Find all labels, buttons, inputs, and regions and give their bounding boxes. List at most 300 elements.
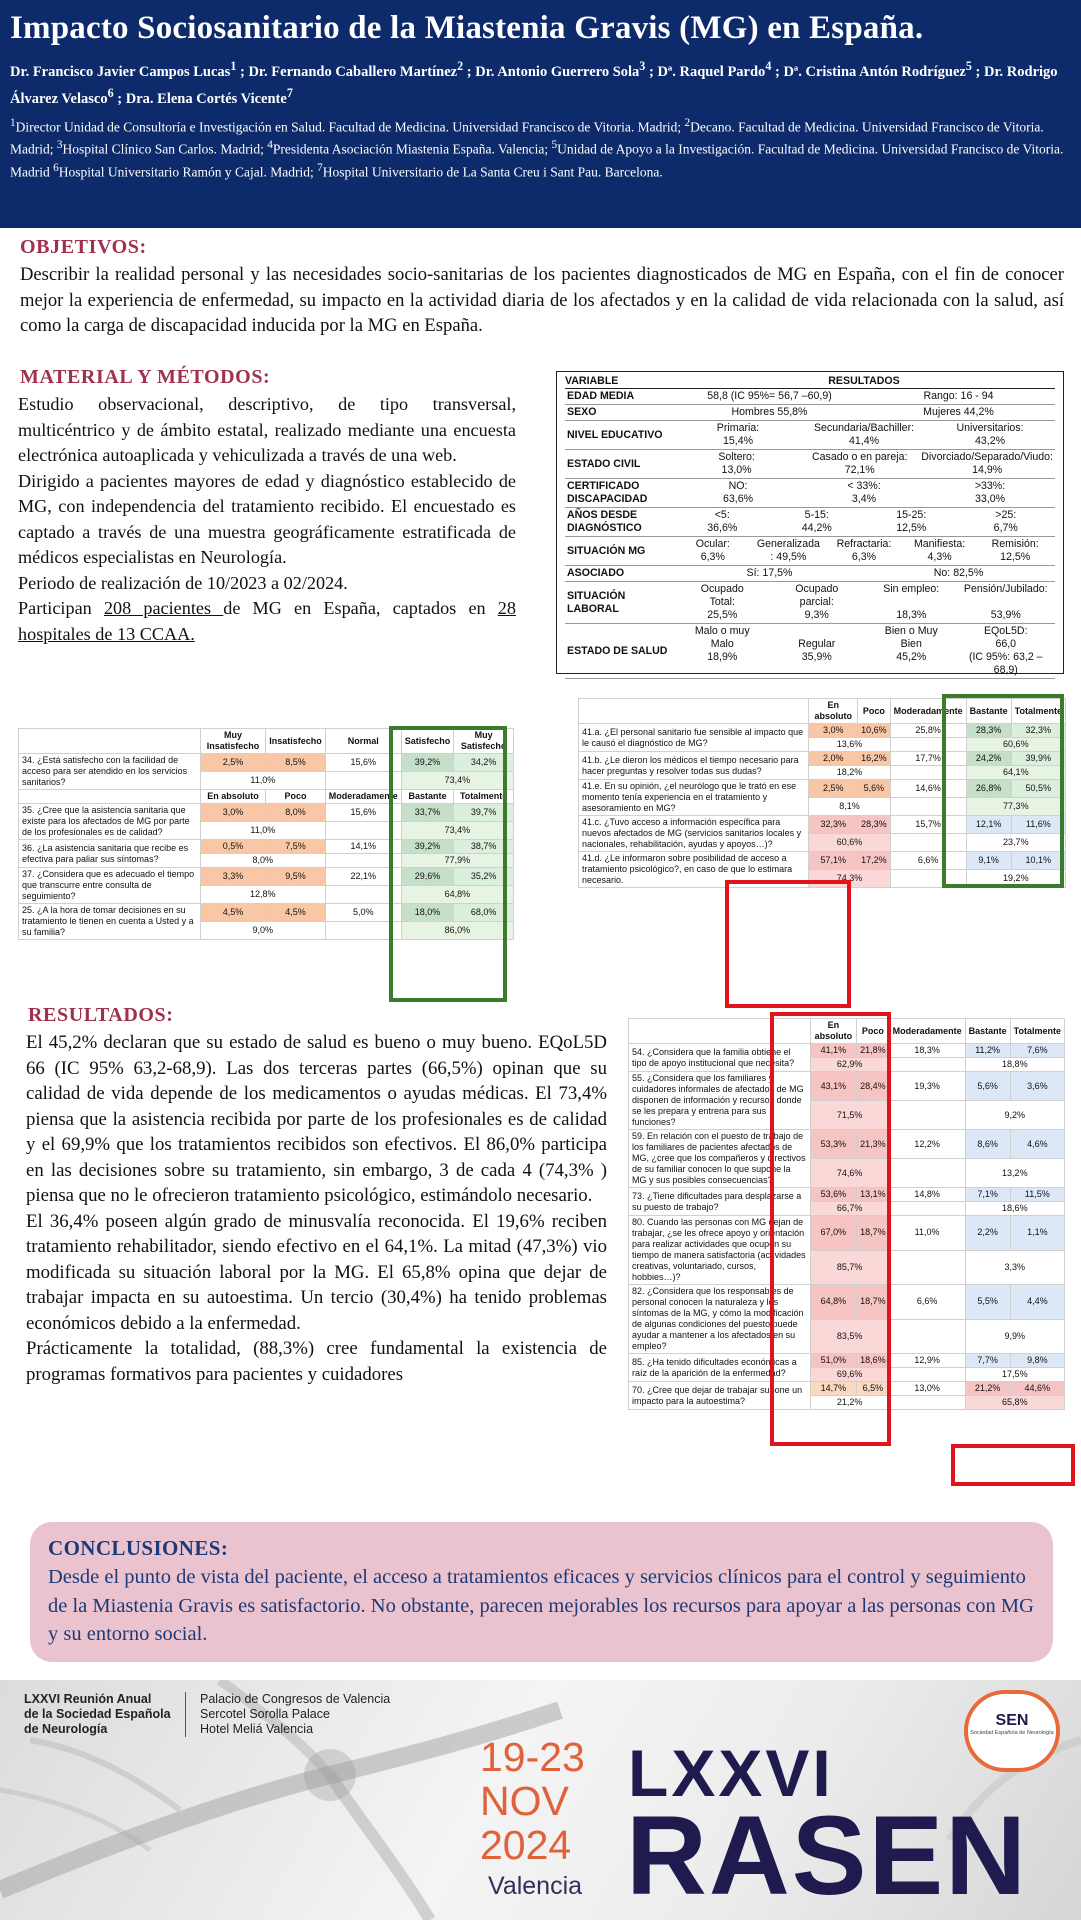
- variable-row: [565, 450, 1055, 479]
- conclusiones-text: Desde el punto de vista del paciente, el acceso a tratamientos eficaces y servicios clínicos para el control y seguimiento de la Miastenia Gravis es satisfactorio. No obstante, parecen mejorables los recursos para apoyar a las personas con MG y su entorno social.: [48, 1566, 1034, 1645]
- value-cell: 32,3%: [809, 816, 858, 834]
- author-name: Dr. Rodrigo Álvarez Velasco: [10, 63, 1058, 107]
- variable-cell: Rango: 16 - 94: [923, 390, 994, 402]
- value-cell: 28,3%: [966, 724, 1011, 738]
- value-cell: 12,9%: [889, 1354, 965, 1368]
- variable-row: [565, 508, 1055, 537]
- value-cell: 8,0%: [266, 804, 326, 822]
- table-header-cell: Satisfecho: [401, 729, 454, 754]
- resultados-p3: Prácticamente la totalidad, (88,3%) cree fundamental la existencia de programas formativos para pacientes y cuidadores: [26, 1338, 607, 1385]
- conclusiones-box: [30, 1522, 1053, 1662]
- table-header-empty: [579, 699, 809, 724]
- table-header-cell: Moderadamente: [890, 699, 966, 724]
- event-line: de la Sociedad Española: [24, 1707, 171, 1721]
- value-cell: 2,2%: [965, 1216, 1010, 1251]
- subtotal-low: 62,9%: [810, 1058, 889, 1072]
- affiliation-text: Director Unidad de Consultoría e Investigación en Salud. Facultad de Medicina. Universidad Francisco de Vitoria. Madrid;: [15, 119, 685, 135]
- value-cell: 19,3%: [889, 1072, 965, 1101]
- author-name: Dra. Elena Cortés Vicente: [125, 90, 287, 107]
- conclusiones-heading: CONCLUSIONES:: [48, 1536, 229, 1560]
- subtotal-low: 8,1%: [809, 798, 890, 816]
- resultados-p1: El 45,2% declaran que su estado de salud es bueno o muy bueno. EQoL5D 66 (IC 95% 63,2-68,9). Las dos terceras partes (66,5%) opinan que su calidad de vida depende de los medicamentos o ayudas médicas. El 73,4% piensa que la asistencia recibida por parte de los profesionales es de calidad y el 69,9% que los tratamientos recibidos son efectivos. El 86,0% participa en las decisiones sobre su tratamiento, sin embargo, 3 de cada 4 (74,3% ) piensa que no le ofrecieron tratamiento psicológico, estimándolo necesario.: [26, 1032, 607, 1206]
- affiliation-sup: 3: [56, 139, 63, 152]
- subtotal-low: 60,6%: [809, 834, 890, 852]
- value-cell: 44,6%: [1010, 1382, 1064, 1396]
- value-cell: 12,1%: [966, 816, 1011, 834]
- variable-cell: Ocular: 6,3%: [695, 538, 730, 563]
- variable-label: ESTADO DE SALUD: [565, 624, 673, 679]
- variable-label: EDAD MEDIA: [565, 389, 673, 405]
- variable-cells: [675, 451, 1053, 477]
- variable-label: ASOCIADO: [565, 566, 673, 582]
- variable-label: SEXO: [565, 405, 673, 421]
- value-cell: 6,5%: [857, 1382, 890, 1396]
- subtotal-high: 65,8%: [965, 1396, 1064, 1410]
- metodos-p3: Periodo de realización de 10/2023 a 02/2024.: [18, 572, 348, 593]
- event-line: de Neurología: [24, 1722, 108, 1736]
- author-sup: 5: [965, 59, 972, 73]
- value-cell: 9,8%: [1010, 1354, 1064, 1368]
- venue-line: Palacio de Congresos de Valencia: [200, 1692, 391, 1706]
- subtotal-low: 74,3%: [809, 870, 890, 888]
- variable-cell: Malo o muy Malo 18,9%: [694, 625, 750, 663]
- event-dates: [480, 1735, 585, 1867]
- author-sup: 2: [457, 59, 464, 73]
- question-cell: 41.c. ¿Tuvo acceso a información específica para nuevos afectados de MG (servicios sanitarios locales y nacionales, rehabilitación, ayudas y apoyos…)?: [579, 816, 809, 852]
- table-header-cell: Insatisfecho: [266, 729, 326, 754]
- author-sup: 7: [286, 85, 293, 100]
- event-line: LXXVI Reunión Anual: [24, 1692, 152, 1706]
- question-cell: 41.b. ¿Le dieron los médicos el tiempo necesario para hacer preguntas y resolver todas sus dudas?: [579, 752, 809, 780]
- value-cell: 22,1%: [325, 868, 401, 886]
- variable-cells: [675, 583, 1053, 622]
- metodos-p4-c: de MG en España, captados en: [223, 598, 498, 618]
- subtotal-low: 9,0%: [200, 922, 325, 940]
- variable-cells: [675, 480, 1053, 506]
- poster-title: Impacto Sociosanitario de la Miastenia Gravis (MG) en España.: [10, 10, 924, 46]
- metodos-p4-patients: 208 pacientes: [103, 598, 224, 618]
- value-cell: 29,6%: [401, 868, 454, 886]
- question-cell: 36. ¿La asistencia sanitaria que recibe es efectiva para paliar sus síntomas?: [19, 840, 201, 868]
- subtotal-high: 23,7%: [966, 834, 1065, 852]
- variable-cell: Pensión/Jubilado: 53,9%: [963, 583, 1048, 621]
- table-header-empty: [19, 790, 201, 804]
- value-cell: 7,6%: [1010, 1044, 1064, 1058]
- affiliation-sup: 7: [317, 161, 323, 174]
- green-highlight-box: [389, 726, 507, 1002]
- value-cell: 39,7%: [454, 804, 514, 822]
- question-cell: 82. ¿Considera que los responsables de personal conocen la naturaleza y los síntomas de la MG, y cómo la modificación de algunas condiciones del puesto puede ayudar a mantener a los afectados en su empleo?: [629, 1285, 811, 1354]
- question-cell: 80. Cuando las personas con MG dejan de trabajar, ¿se les ofrece apoyo y orientación para realizar actividades que ocupen su tiempo de manera satisfactoria (actividades creativas, voluntariado, cursos, hobbies…)?: [629, 1216, 811, 1285]
- value-cell: 68,0%: [454, 904, 514, 922]
- subtotal-high: 86,0%: [401, 922, 513, 940]
- question-cell: 34. ¿Está satisfecho con la facilidad de acceso para ser atendido en los servicios sanitarios?: [19, 754, 201, 790]
- table-header-cell: Moderadamente: [889, 1019, 965, 1044]
- objetivos-text: Describir la realidad personal y las necesidades socio-sanitarias de los pacientes diagnosticados de MG en España, con el fin de conocer mejor la experiencia de enfermedad, su impacto en la actividad diaria de los afectados y en la calidad de vida relacionada con la salud, así como la carga de discapacidad inducida por la MG en España.: [20, 264, 1064, 336]
- value-cell: 4,4%: [1010, 1285, 1064, 1320]
- affiliation-text: Hospital Universitario de La Santa Creu i Sant Pau. Barcelona.: [322, 164, 663, 180]
- date-range: 19-23: [480, 1734, 585, 1780]
- venue-line: Sercotel Sorolla Palace: [200, 1707, 330, 1721]
- variable-cell: Ocupado parcial: 9,3%: [795, 583, 839, 621]
- value-cell: 53,6%: [810, 1188, 856, 1202]
- subtotal-high: 77,3%: [966, 798, 1065, 816]
- venue-line: Hotel Meliá Valencia: [200, 1722, 314, 1736]
- subtotal-mid: [889, 1202, 965, 1216]
- event-name: [24, 1692, 171, 1737]
- value-cell: 32,3%: [1011, 724, 1065, 738]
- value-cell: 41,1%: [810, 1044, 856, 1058]
- subtotal-high: 18,8%: [965, 1058, 1064, 1072]
- value-cell: 10,1%: [1011, 852, 1065, 870]
- value-cell: 6,6%: [890, 852, 966, 870]
- value-cell: 6,6%: [889, 1285, 965, 1320]
- metodos-p2: Dirigido a pacientes mayores de edad y diagnóstico establecido de MG, con independencia del tratamiento recibido. El encuestado es captado a través de una muestra geográficamente estratificada de médicos especialistas en Neurología.: [18, 470, 516, 567]
- table-header-cell: Moderadamente: [325, 790, 401, 804]
- value-cell: 4,6%: [1010, 1130, 1064, 1159]
- variable-cells: [675, 538, 1053, 564]
- value-cell: 14,8%: [889, 1188, 965, 1202]
- subtotal-low: 11,0%: [200, 822, 325, 840]
- value-cell: 13,0%: [889, 1382, 965, 1396]
- author-sup: 4: [765, 59, 772, 73]
- table-header-cell: Bastante: [966, 699, 1011, 724]
- sen-logo: [964, 1690, 1060, 1772]
- variable-row: [565, 405, 1055, 421]
- subtotal-high: 19,2%: [966, 870, 1065, 888]
- subtotal-high: 73,4%: [401, 822, 513, 840]
- subtotal-low: 12,8%: [200, 886, 325, 904]
- value-cell: 24,2%: [966, 752, 1011, 766]
- variable-cell: Generalizada : 49,5%: [756, 538, 820, 563]
- author-sup: 6: [107, 85, 114, 100]
- value-cell: 18,3%: [889, 1044, 965, 1058]
- subtotal-high: 3,3%: [965, 1250, 1064, 1285]
- value-cell: 3,0%: [809, 724, 858, 738]
- variable-cell: Remisión: 12,5%: [991, 538, 1039, 563]
- value-cell: 28,4%: [857, 1072, 890, 1101]
- affiliation-text: Hospital Clínico San Carlos. Madrid;: [62, 141, 268, 157]
- subtotal-mid: [889, 1058, 965, 1072]
- author-name: Dr. Antonio Guerrero Sola: [475, 63, 640, 80]
- subtotal-low: 13,6%: [809, 738, 890, 752]
- affiliation-text: Unidad de Apoyo a la Investigación. Facultad de Medicina. Universidad Francisco de Vitoria. Madrid: [10, 141, 1064, 180]
- date-month: NOV: [480, 1778, 569, 1824]
- subtotal-high: 64,8%: [401, 886, 513, 904]
- author-name: Dr. Fernando Caballero Martínez: [248, 63, 458, 80]
- question-cell: 41.e. En su opinión, ¿el neurólogo que le trató en ese momento tenía experiencia en el tratamiento y asesoramiento en MG?: [579, 780, 809, 816]
- objetivos-heading: OBJETIVOS:: [20, 236, 147, 258]
- table-header-cell: En absoluto: [200, 790, 265, 804]
- variable-cell: NO: 63,6%: [722, 480, 754, 505]
- affiliation-sup: 2: [684, 116, 691, 129]
- variable-values: [673, 405, 1055, 421]
- author-sup: 3: [639, 59, 646, 73]
- edition-number: LXXVI: [628, 1736, 834, 1810]
- value-cell: 67,0%: [810, 1216, 856, 1251]
- value-cell: 28,3%: [858, 816, 891, 834]
- variable-label: SITUACIÓN LABORAL: [565, 582, 673, 624]
- variable-cell: Ocupado Total: 25,5%: [700, 583, 744, 621]
- metodos-text: [18, 392, 516, 647]
- event-acronym: RASEN: [626, 1793, 1029, 1918]
- value-cell: 15,6%: [325, 754, 401, 772]
- value-cell: 64,8%: [810, 1285, 856, 1320]
- variable-cell: EQoL5D: 66,0 (IC 95%: 63,2 –68,9): [968, 625, 1043, 676]
- value-cell: 3,3%: [200, 868, 265, 886]
- variables-header-variable: VARIABLE: [565, 375, 673, 389]
- authors-line: Dr. Francisco Javier Campos Lucas$^1$ ; Dr. Fernando Caballero Martínez$^2$ ; Dr. Antonio Guerrero Sola$^3$ ; Dª. Raquel Pardo$^4$ ; Dª. Cristina Antón Rodríguez$^5$ ; Dr. Rodrigo Álvarez Velasco$^6$ ; Dra. Elena Cortés Vicente$^7$: [10, 59, 1058, 107]
- value-cell: 4,5%: [266, 904, 326, 922]
- variable-values: [673, 537, 1055, 566]
- variable-cells: [675, 406, 1053, 419]
- variable-cell: Hombres 55,8%: [731, 406, 808, 418]
- table-header-cell: Bastante: [401, 790, 454, 804]
- value-cell: 13,1%: [857, 1188, 890, 1202]
- value-cell: 33,7%: [401, 804, 454, 822]
- value-cell: 4,5%: [200, 904, 265, 922]
- subtotal-low: 66,7%: [810, 1202, 889, 1216]
- question-cell: 41.d. ¿Le informaron sobre posibilidad de acceso a tratamiento psicológico?, en caso de que lo estimara necesario.: [579, 852, 809, 888]
- venue-list: [185, 1692, 390, 1737]
- metodos-p4-a: Participan: [18, 598, 104, 618]
- table-header-cell: Totalmente: [1010, 1019, 1064, 1044]
- value-cell: 5,6%: [965, 1072, 1010, 1101]
- variable-label: CERTIFICADO DISCAPACIDAD: [565, 479, 673, 508]
- subtotal-low: 8,0%: [200, 854, 325, 868]
- question-cell: 54. ¿Considera que la familia obtiene el tipo de apoyo institucional que necesita?: [629, 1044, 811, 1072]
- metodos-p1: Estudio observacional, descriptivo, de tipo transversal, multicéntrico y de ámbito estatal, realizado mediante una encuesta electrónica autoaplicada y vehiculizada a través de una web.: [18, 394, 516, 465]
- subtotal-mid: [889, 1368, 965, 1382]
- value-cell: 38,7%: [454, 840, 514, 854]
- question-cell: 41.a. ¿El personal sanitario fue sensible al impacto que le causó el diagnóstico de MG?: [579, 724, 809, 752]
- variable-cell: Sí: 17,5%: [746, 567, 793, 579]
- poster-header: [0, 0, 1081, 228]
- value-cell: 16,2%: [858, 752, 891, 766]
- value-cell: 57,1%: [809, 852, 858, 870]
- table-header-cell: En absoluto: [810, 1019, 856, 1044]
- variable-label: SITUACIÓN MG: [565, 537, 673, 566]
- subtotal-low: 71,5%: [810, 1101, 889, 1130]
- variable-cell: Secundaria/Bachiller: 41,4%: [813, 422, 915, 447]
- value-cell: 21,2%: [965, 1382, 1010, 1396]
- subtotal-low: 85,7%: [810, 1250, 889, 1285]
- table-header-cell: En absoluto: [809, 699, 858, 724]
- subtotal-low: 18,2%: [809, 766, 890, 780]
- subtotal-low: 74,6%: [810, 1159, 889, 1188]
- affiliation-sup: 5: [551, 139, 558, 152]
- subtotal-low: 83,5%: [810, 1319, 889, 1354]
- variable-cell: Regular 35,9%: [798, 638, 836, 663]
- question-cell: 25. ¿A la hora de tomar decisiones en su tratamiento le tienen en cuenta a Usted y a su familia?: [19, 904, 201, 940]
- variables-header-resultados: RESULTADOS: [673, 375, 1055, 389]
- resultados-text: [26, 1030, 607, 1387]
- variable-cell: 5-15: 44,2%: [801, 509, 832, 534]
- metodos-p4: [18, 596, 516, 647]
- red-highlight-box: [951, 1444, 1075, 1486]
- value-cell: 5,0%: [325, 904, 401, 922]
- value-cell: 17,7%: [890, 752, 966, 766]
- variable-cell: Soltero: 13,0%: [718, 451, 755, 476]
- value-cell: 5,6%: [858, 780, 891, 798]
- value-cell: 17,2%: [858, 852, 891, 870]
- variable-label: NIVEL EDUCATIVO: [565, 421, 673, 450]
- value-cell: 26,8%: [966, 780, 1011, 798]
- date-year: 2024: [480, 1822, 572, 1868]
- value-cell: 11,6%: [1011, 816, 1065, 834]
- red-highlight-box: [770, 1012, 891, 1446]
- green-highlight-box: [942, 694, 1064, 888]
- variable-cell: <5: 36,6%: [707, 509, 738, 534]
- value-cell: 15,6%: [325, 804, 401, 822]
- subtotal-high: 13,2%: [965, 1159, 1064, 1188]
- variable-cells: [675, 390, 1053, 403]
- value-cell: 15,7%: [890, 816, 966, 834]
- value-cell: 14,1%: [325, 840, 401, 854]
- question-cell: 35. ¿Cree que la asistencia sanitaria que existe para los afectados de MG por parte de los profesionales es de calidad?: [19, 804, 201, 840]
- value-cell: 7,1%: [965, 1188, 1010, 1202]
- variable-label: ESTADO CIVIL: [565, 450, 673, 479]
- affiliation-sup: 1: [10, 116, 16, 129]
- metodos-heading: MATERIAL Y MÉTODOS:: [20, 366, 271, 388]
- variable-values: [673, 450, 1055, 479]
- value-cell: 21,3%: [857, 1130, 890, 1159]
- question-cell: 59. En relación con el puesto de trabajo de los familiares de pacientes afectados de MG, ¿cree que los compañeros y directivos de su familiar conocen lo que supone la MG y sus posibles consecuencias?: [629, 1130, 811, 1188]
- affiliation-text: Presidenta Asociación Miastenia España. Valencia;: [272, 141, 552, 157]
- value-cell: 14,7%: [810, 1382, 856, 1396]
- variable-values: [673, 566, 1055, 582]
- value-cell: 34,2%: [454, 754, 514, 772]
- table-header-cell: Poco: [266, 790, 326, 804]
- resultados-p2: El 36,4% poseen algún grado de minusvalía reconocida. El 19,6% reciben tratamiento rehabilitador, siendo efectivo en el 64,1%. La mitad (47,3%) vio modificada su situación laboral por la MG. El 65,8% opina que dejar de trabajar impacta en su autoestima. Un tercio (30,4%) ha tenido problemas económicos debido a la enfermedad.: [26, 1210, 607, 1334]
- variable-cell: < 33%: 3,4%: [847, 480, 881, 505]
- variable-cell: Primaria: 15,4%: [716, 422, 760, 447]
- value-cell: 8,6%: [965, 1130, 1010, 1159]
- affiliation-text: Hospital Universitario Ramón y Cajal. Madrid;: [58, 164, 318, 180]
- value-cell: 0,5%: [200, 840, 265, 854]
- value-cell: 18,7%: [857, 1285, 890, 1320]
- table-header-cell: Poco: [857, 1019, 890, 1044]
- variable-row: [565, 389, 1055, 405]
- author-sup: 1: [230, 59, 237, 73]
- variable-cell: Casado o en pareja: 72,1%: [812, 451, 908, 476]
- variable-row: [565, 479, 1055, 508]
- subtotal-high: 9,2%: [965, 1101, 1064, 1130]
- value-cell: 7,7%: [965, 1354, 1010, 1368]
- variable-cells: [675, 509, 1053, 535]
- variables-table: [556, 371, 1064, 674]
- variable-cell: Sin empleo: 18,3%: [883, 583, 940, 621]
- variable-cell: 58,8 (IC 95%= 56,7 –60,9): [707, 390, 832, 402]
- subtotal-low: 69,6%: [810, 1368, 889, 1382]
- value-cell: 18,7%: [857, 1216, 890, 1251]
- subtotal-mid: [889, 1159, 965, 1188]
- variable-values: [673, 479, 1055, 508]
- subtotal-high: 9,9%: [965, 1319, 1064, 1354]
- variable-cell: Refractaria: 6,3%: [836, 538, 892, 563]
- value-cell: 5,5%: [965, 1285, 1010, 1320]
- subtotal-low: 21,2%: [810, 1396, 889, 1410]
- variable-cell: >25: 6,7%: [993, 509, 1018, 534]
- variable-cells: [675, 567, 1053, 580]
- value-cell: 39,9%: [1011, 752, 1065, 766]
- subtotal-high: 77,9%: [401, 854, 513, 868]
- value-cell: 18,0%: [401, 904, 454, 922]
- sen-logo-text: SEN: [995, 1712, 1029, 1729]
- table-header-empty: [19, 729, 201, 754]
- subtotal-mid: [889, 1319, 965, 1354]
- value-cell: 7,5%: [266, 840, 326, 854]
- value-cell: 18,6%: [857, 1354, 890, 1368]
- red-highlight-box: [725, 880, 851, 1008]
- affiliation-sup: 4: [267, 139, 273, 152]
- variable-cell: Bien o Muy Bien 45,2%: [884, 625, 938, 663]
- table-header-cell: Poco: [858, 699, 891, 724]
- variable-label: AÑOS DESDE DIAGNÓSTICO: [565, 508, 673, 537]
- variable-values: [673, 624, 1055, 679]
- value-cell: 25,8%: [890, 724, 966, 738]
- subtotal-mid: [889, 1396, 965, 1410]
- question-cell: 55. ¿Considera que los familiares y cuidadores informales de afectados de MG disponen de información y recursos donde se les prepara y entrena para sus funciones?: [629, 1072, 811, 1130]
- table-header-cell: Totalmente: [1011, 699, 1065, 724]
- value-cell: 39,2%: [401, 754, 454, 772]
- variable-cells: [675, 625, 1053, 677]
- variable-row: [565, 582, 1055, 624]
- variable-values: [673, 508, 1055, 537]
- metodos-p4-hospitals: 28 hospitales de 13 CCAA.: [18, 598, 516, 644]
- author-name: Dr. Francisco Javier Campos Lucas: [10, 63, 231, 80]
- value-cell: 39,2%: [401, 840, 454, 854]
- table-header-cell: Muy Insatisfecho: [200, 729, 265, 754]
- table-header-cell: Totalmente: [454, 790, 514, 804]
- question-cell: 73. ¿Tiene dificultades para desplazarse a su puesto de trabajo?: [629, 1188, 811, 1216]
- subtotal-high: 64,1%: [966, 766, 1065, 780]
- variable-cell: No: 82,5%: [933, 567, 984, 579]
- value-cell: 8,5%: [266, 754, 326, 772]
- affiliation-sup: 6: [53, 161, 59, 174]
- variable-values: [673, 389, 1055, 405]
- table-header-cell: Muy Satisfecho: [454, 729, 514, 754]
- affiliations: [10, 114, 1071, 182]
- variable-values: [673, 421, 1055, 450]
- value-cell: 53,3%: [810, 1130, 856, 1159]
- table-header-cell: Bastante: [965, 1019, 1010, 1044]
- variable-row: [565, 566, 1055, 582]
- value-cell: 11,5%: [1010, 1188, 1064, 1202]
- value-cell: 43,1%: [810, 1072, 856, 1101]
- variable-cell: Manifiesta: 4,3%: [913, 538, 966, 563]
- value-cell: 2,5%: [200, 754, 265, 772]
- subtotal-high: 18,6%: [965, 1202, 1064, 1216]
- value-cell: 2,5%: [809, 780, 858, 798]
- value-cell: 10,6%: [858, 724, 891, 738]
- value-cell: 12,2%: [889, 1130, 965, 1159]
- sen-logo-subtitle: Sociedad Española de Neurología: [970, 1730, 1054, 1736]
- variable-values: [673, 582, 1055, 624]
- subtotal-high: 60,6%: [966, 738, 1065, 752]
- value-cell: 14,6%: [890, 780, 966, 798]
- variable-cell: Mujeres 44,2%: [923, 406, 994, 418]
- table-header-cell: Normal: [325, 729, 401, 754]
- variable-row: [565, 421, 1055, 450]
- value-cell: 3,0%: [200, 804, 265, 822]
- question-cell: 37. ¿Considera que es adecuado el tiempo que transcurre entre consulta de seguimiento?: [19, 868, 201, 904]
- value-cell: 9,5%: [266, 868, 326, 886]
- subtotal-low: 11,0%: [200, 772, 325, 790]
- variable-cell: >33%: 33,0%: [974, 480, 1006, 505]
- author-name: Dª. Raquel Pardo: [657, 63, 766, 80]
- affiliation-text: Decano. Facultad de Medicina. Universidad Francisco de Vitoria. Madrid;: [10, 119, 1044, 157]
